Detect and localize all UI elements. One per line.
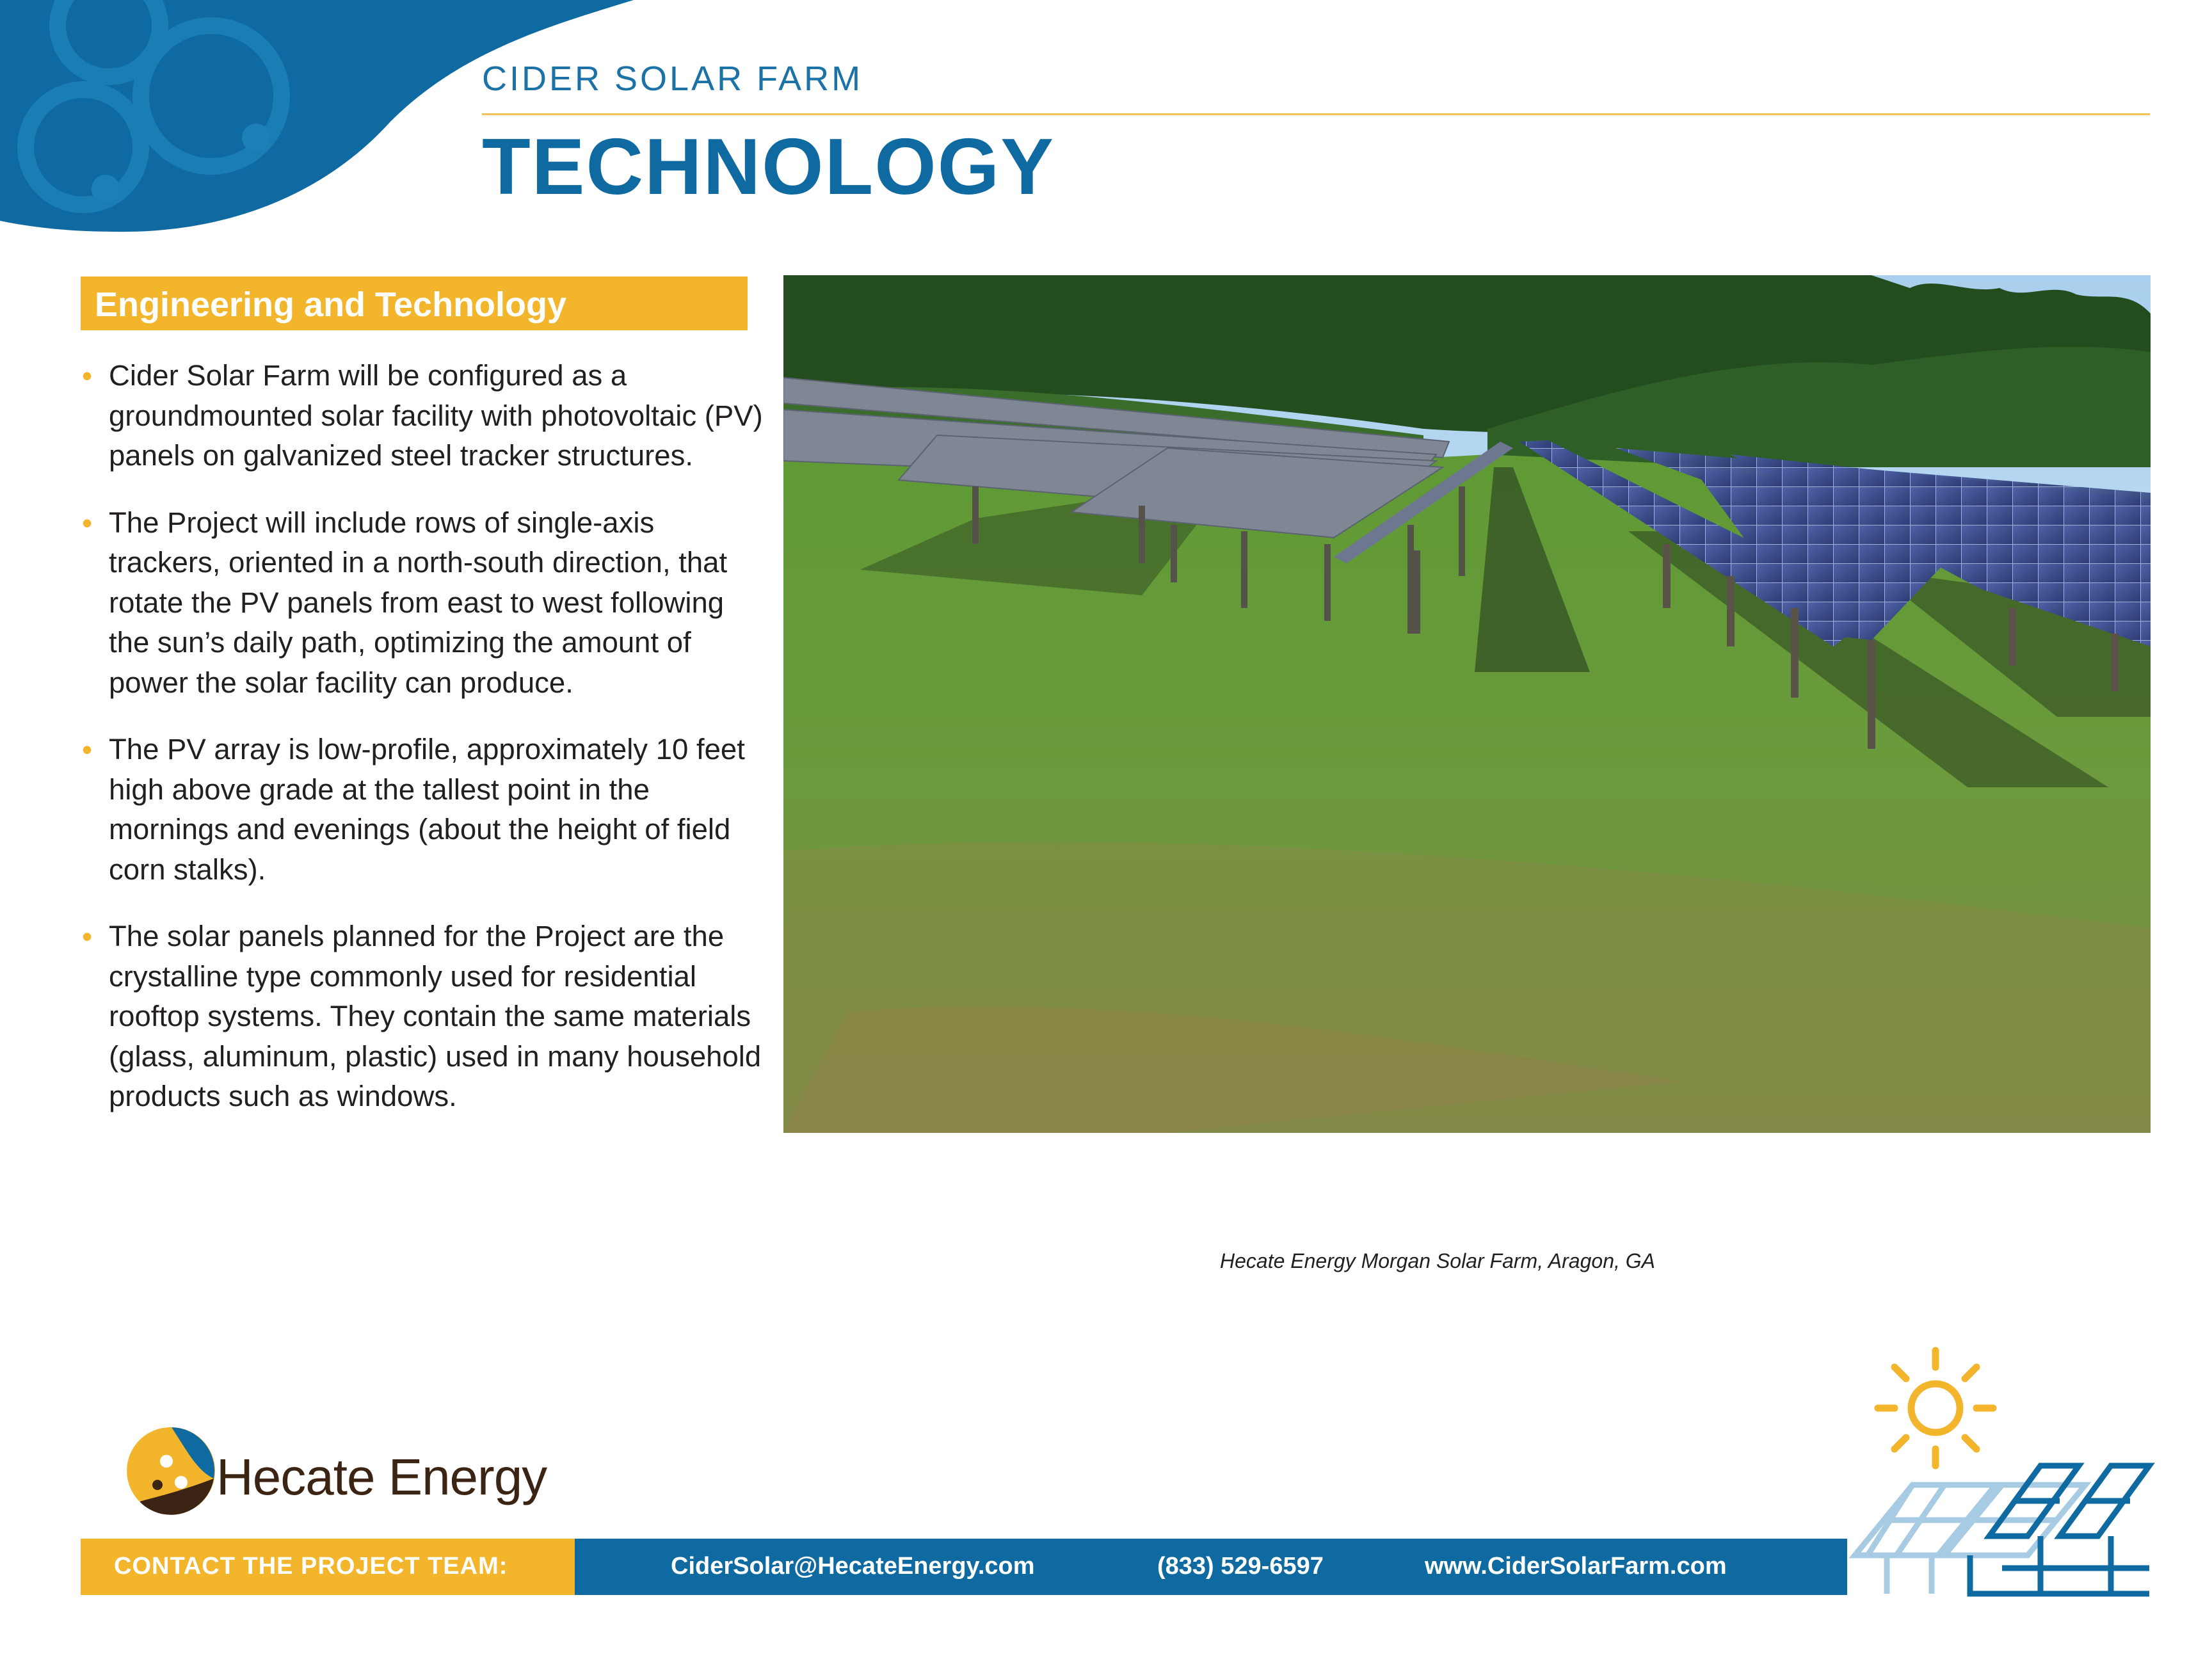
bullet-item (81, 356, 772, 476)
contact-label: CONTACT THE PROJECT TEAM: (114, 1553, 508, 1580)
contact-website-link[interactable]: www.CiderSolarFarm.com (1425, 1553, 1727, 1580)
section-heading: Engineering and Technology (95, 285, 567, 324)
bullet-item (81, 917, 772, 1117)
contact-email-link[interactable]: CiderSolar@HecateEnergy.com (671, 1553, 1035, 1580)
bullet-text: The PV array is low-profile, approximately 10 feet high above grade at the tallest point in the mornings and evenings (about the height of field corn stalks). (109, 733, 745, 886)
project-name: CIDER SOLAR FARM (482, 60, 863, 98)
contact-phone[interactable]: (833) 529-6597 (1157, 1553, 1324, 1580)
section-heading-bar (81, 276, 748, 330)
solar-farm-photo (783, 275, 2151, 1133)
bullet-item (81, 730, 772, 890)
header-divider (482, 113, 2150, 115)
bullet-list (81, 356, 772, 1144)
page-title: TECHNOLOGY (482, 123, 1055, 211)
bullet-dot-icon: • (82, 359, 93, 392)
solar-panel-icon (1848, 1344, 2156, 1600)
bullet-dot-icon: • (82, 920, 93, 953)
photo-caption: Hecate Energy Morgan Solar Farm, Aragon, GA (1220, 1249, 1655, 1272)
contact-info-bar (575, 1539, 1847, 1595)
sun-icon (1878, 1350, 1993, 1466)
contact-label-bar (81, 1539, 575, 1595)
bullet-text: Cider Solar Farm will be configured as a groundmounted solar facility with photovoltaic (PV) panels on galvanized steel tracker structures. (109, 359, 763, 472)
bullet-item (81, 503, 772, 703)
hecate-logo-icon (127, 1426, 216, 1516)
bullet-text: The solar panels planned for the Project are the crystalline type commonly used for residential rooftop systems. They contain the same materials (glass, aluminum, plastic) used in many household products such as windows. (109, 920, 762, 1112)
bullet-text: The Project will include rows of single-axis trackers, oriented in a north-south direction, that rotate the PV panels from east to west following the sun’s daily path, optimizing the amount of power the solar facility can produce. (109, 506, 728, 699)
bullet-dot-icon: • (82, 506, 93, 540)
bullet-dot-icon: • (82, 733, 93, 766)
logo-wordmark: Hecate Energy (216, 1448, 547, 1505)
